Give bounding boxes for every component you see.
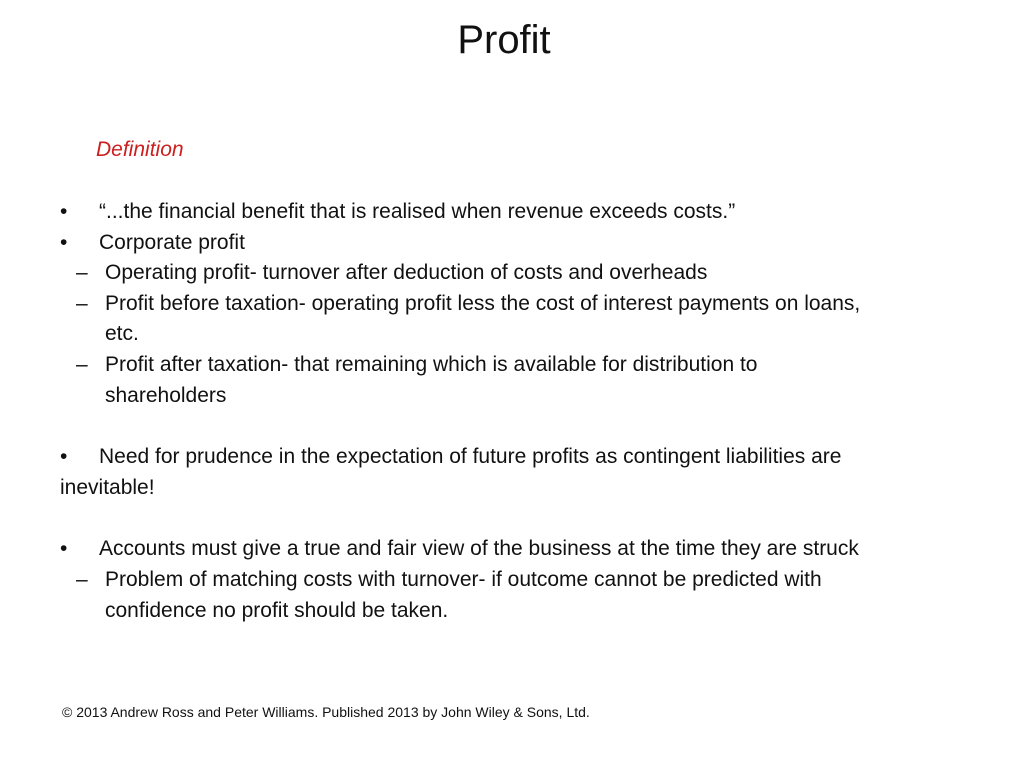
- bullet-marker: •: [60, 200, 68, 223]
- bullet-marker: •: [60, 537, 68, 560]
- bullet-text-continued: inevitable!: [60, 476, 155, 499]
- sub-bullet-text: Profit before taxation- operating profit less the cost of interest payments on loans,: [105, 292, 861, 315]
- sub-bullet-text: Problem of matching costs with turnover- if outcome cannot be predicted with: [105, 568, 822, 591]
- bullet-text: Corporate profit: [99, 231, 245, 254]
- copyright-footer: © 2013 Andrew Ross and Peter Williams. Published 2013 by John Wiley & Sons, Ltd.: [62, 704, 590, 720]
- bullet-text: “...the financial benefit that is realised when revenue exceeds costs.”: [99, 200, 736, 223]
- sub-bullet-text-continued: confidence no profit should be taken.: [105, 599, 449, 622]
- slide-title: Profit: [457, 18, 551, 62]
- sub-bullet-text: Operating profit- turnover after deduction of costs and overheads: [105, 261, 708, 284]
- sub-bullet-text-continued: shareholders: [105, 384, 227, 407]
- sub-bullet-marker: –: [76, 353, 88, 376]
- definition-label: Definition: [96, 138, 184, 161]
- sub-bullet-text-continued: etc.: [105, 322, 139, 345]
- bullet-text: Need for prudence in the expectation of future profits as contingent liabilities are: [99, 445, 842, 468]
- bullet-marker: •: [60, 445, 68, 468]
- sub-bullet-marker: –: [76, 292, 88, 315]
- sub-bullet-text: Profit after taxation- that remaining which is available for distribution to: [105, 353, 758, 376]
- sub-bullet-marker: –: [76, 261, 88, 284]
- bullet-text: Accounts must give a true and fair view of the business at the time they are struck: [99, 537, 859, 560]
- sub-bullet-marker: –: [76, 568, 88, 591]
- bullet-marker: •: [60, 231, 68, 254]
